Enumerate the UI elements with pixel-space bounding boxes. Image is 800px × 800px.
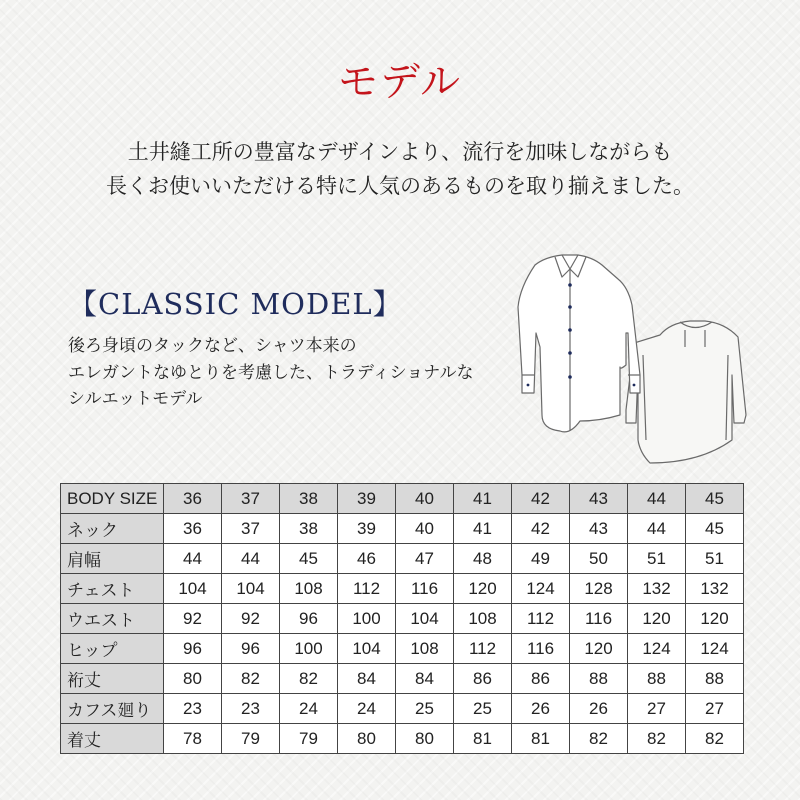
size-cell: 80 [396,724,454,754]
size-row [61,634,744,664]
size-row [61,544,744,574]
size-cell: 80 [338,724,396,754]
size-cell: 104 [222,574,280,604]
size-cell: 26 [512,694,570,724]
size-cell: 116 [396,574,454,604]
size-header-cell: 42 [512,484,570,514]
size-cell: 104 [338,634,396,664]
size-cell: 88 [686,664,744,694]
size-cell: 23 [164,694,222,724]
size-header-cell: 38 [280,484,338,514]
size-cell: 81 [512,724,570,754]
size-cell: 47 [396,544,454,574]
size-header-cell: 36 [164,484,222,514]
size-cell: 24 [280,694,338,724]
size-cell: 46 [338,544,396,574]
page-title: モデル [338,59,462,105]
size-cell: 82 [222,664,280,694]
size-cell: 80 [164,664,222,694]
size-cell: 108 [280,574,338,604]
size-cell: 25 [454,694,512,724]
size-cell: 132 [628,574,686,604]
size-cell: 51 [686,544,744,574]
size-header-cell: 45 [686,484,744,514]
size-cell: 44 [164,544,222,574]
size-cell: 104 [396,604,454,634]
intro-line: 長くお使いいただける特に人気のあるものを取り揃えました。 [106,174,694,198]
size-cell: 79 [280,724,338,754]
size-row-label: BODY SIZE [61,484,164,514]
model-description-line: シルエットモデル [68,389,203,409]
size-cell: 45 [280,544,338,574]
size-cell: 108 [454,604,512,634]
size-row [61,604,744,634]
size-cell: 50 [570,544,628,574]
model-description-line: エレガントなゆとりを考慮した、トラディショナルな [68,362,474,383]
size-cell: 25 [396,694,454,724]
size-cell: 82 [570,724,628,754]
size-header-cell: 39 [338,484,396,514]
size-cell: 128 [570,574,628,604]
size-header-cell: 43 [570,484,628,514]
size-cell: 49 [512,544,570,574]
size-cell: 48 [454,544,512,574]
size-row-label: チェスト [61,574,164,604]
size-cell: 36 [164,514,222,544]
size-cell: 120 [454,574,512,604]
size-cell: 120 [686,604,744,634]
size-row-label: 着丈 [61,724,164,754]
size-cell: 88 [628,664,686,694]
size-header-cell: 41 [454,484,512,514]
size-cell: 86 [512,664,570,694]
intro-line: 土井縫工所の豊富なデザインより、流行を加味しながらも [127,140,673,164]
size-cell: 96 [280,604,338,634]
size-cell: 23 [222,694,280,724]
size-cell: 88 [570,664,628,694]
size-row [61,514,744,544]
size-cell: 44 [628,514,686,544]
size-cell: 51 [628,544,686,574]
size-cell: 96 [222,634,280,664]
size-cell: 120 [570,634,628,664]
size-cell: 104 [164,574,222,604]
size-row-label: 肩幅 [61,544,164,574]
size-cell: 84 [338,664,396,694]
size-header-cell: 37 [222,484,280,514]
size-cell: 82 [628,724,686,754]
size-cell: 92 [164,604,222,634]
size-cell: 41 [454,514,512,544]
size-cell: 120 [628,604,686,634]
size-cell: 84 [396,664,454,694]
size-cell: 37 [222,514,280,544]
size-cell: 39 [338,514,396,544]
size-cell: 45 [686,514,744,544]
model-description [68,333,473,413]
size-cell: 79 [222,724,280,754]
size-cell: 42 [512,514,570,544]
size-cell: 43 [570,514,628,544]
shirt-back-view [626,321,746,463]
size-row-label: カフス廻り [61,694,164,724]
size-row [61,694,744,724]
size-cell: 112 [338,574,396,604]
size-cell: 116 [570,604,628,634]
size-header-cell: 44 [628,484,686,514]
size-table [60,483,744,754]
size-cell: 116 [512,634,570,664]
size-row-label: ネック [61,514,164,544]
size-cell: 44 [222,544,280,574]
size-cell: 82 [280,664,338,694]
size-cell: 38 [280,514,338,544]
size-row-label: ヒップ [61,634,164,664]
size-cell: 96 [164,634,222,664]
shirt-front-view [518,255,640,432]
size-cell: 132 [686,574,744,604]
size-cell: 124 [512,574,570,604]
size-header-cell: 40 [396,484,454,514]
size-cell: 27 [628,694,686,724]
size-cell: 82 [686,724,744,754]
size-cell: 40 [396,514,454,544]
size-cell: 78 [164,724,222,754]
size-cell: 112 [454,634,512,664]
size-row [61,724,744,754]
model-description-line: 後ろ身頃のタックなど、シャツ本来の [68,336,357,356]
size-cell: 24 [338,694,396,724]
size-cell: 108 [396,634,454,664]
intro-text [0,135,800,203]
size-row-label: ウエスト [61,604,164,634]
size-cell: 92 [222,604,280,634]
size-header-row [61,484,744,514]
size-row [61,664,744,694]
shirt-illustration [500,235,750,470]
size-row-label: 裄丈 [61,664,164,694]
size-cell: 112 [512,604,570,634]
size-cell: 86 [454,664,512,694]
size-cell: 81 [454,724,512,754]
size-cell: 124 [628,634,686,664]
size-cell: 100 [338,604,396,634]
size-cell: 26 [570,694,628,724]
model-title: 【CLASSIC MODEL】 [68,287,403,321]
size-row [61,574,744,604]
size-cell: 124 [686,634,744,664]
size-cell: 100 [280,634,338,664]
size-cell: 27 [686,694,744,724]
